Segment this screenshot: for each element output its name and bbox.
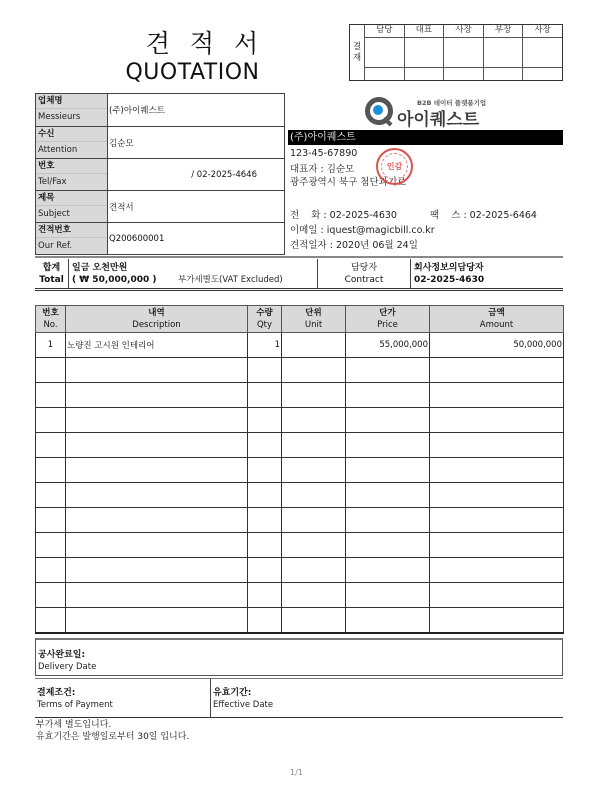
field-label: 번호	[36, 159, 107, 174]
cell-unit[interactable]	[282, 483, 346, 508]
cell-unit[interactable]	[282, 433, 346, 458]
page-indicator: 1/1	[290, 768, 303, 777]
note-line: 부가세 별도입니다.	[36, 720, 112, 730]
cell-unit[interactable]	[282, 408, 346, 433]
approval-sign-cell[interactable]	[364, 37, 404, 67]
table-row	[36, 433, 564, 458]
company-logo	[365, 97, 490, 129]
cell-unit[interactable]	[282, 458, 346, 483]
total-amount-numeric: ( ₩ 50,000,000 )	[72, 274, 157, 285]
total-label-en: Total	[39, 274, 64, 285]
table-header-row	[36, 306, 564, 333]
table-row	[36, 583, 564, 608]
contact-name: 회사정보의담당자	[414, 262, 484, 273]
supplier-company-name: (주)아이퀘스트	[288, 130, 563, 145]
effective-label-en: Effective Date	[213, 700, 274, 710]
cell-price[interactable]	[346, 483, 430, 508]
approval-header-manager: 부장	[483, 25, 523, 37]
recipient-subject-row	[36, 190, 284, 222]
recipient-attention-value[interactable]: 김순모	[109, 138, 134, 149]
cell-unit[interactable]	[282, 533, 346, 558]
field-label-en: Our Ref.	[38, 241, 73, 251]
column-header-amount: 금액 Amount	[430, 306, 564, 333]
cell-amount[interactable]	[430, 608, 564, 633]
supplier-representative: 대표자 : 김순모	[290, 164, 355, 175]
cell-price[interactable]	[346, 433, 430, 458]
delivery-label-ko: 공사완료일:	[38, 650, 86, 660]
table-row	[36, 358, 564, 383]
recipient-ref-value[interactable]: Q200600001	[109, 233, 165, 244]
contact-label-en: Contract	[344, 274, 384, 285]
approval-header-president-2: 사장	[522, 25, 562, 37]
company-seal-stamp-icon: 인감	[376, 148, 413, 185]
effective-date-box[interactable]	[211, 679, 275, 717]
cell-price[interactable]	[346, 608, 430, 633]
cell-description[interactable]	[66, 458, 248, 483]
cell-unit[interactable]	[282, 333, 346, 358]
cell-qty[interactable]	[248, 508, 282, 533]
field-label-en: Messieurs	[38, 112, 81, 122]
cell-price[interactable]	[346, 408, 430, 433]
delivery-date-box[interactable]	[35, 638, 563, 676]
field-label: 제목	[36, 191, 107, 206]
cell-no[interactable]	[36, 358, 66, 383]
cell-no[interactable]	[36, 508, 66, 533]
cell-no[interactable]	[36, 483, 66, 508]
field-label-en: Subject	[38, 209, 70, 219]
table-row	[36, 333, 564, 358]
cell-qty[interactable]	[248, 433, 282, 458]
recipient-company-row	[36, 94, 284, 126]
approval-header-president: 사장	[443, 25, 483, 37]
cell-qty[interactable]	[248, 483, 282, 508]
cell-amount[interactable]	[430, 558, 564, 583]
recipient-telfax-row	[36, 158, 284, 190]
cell-amount[interactable]	[430, 583, 564, 608]
approval-date-cell[interactable]	[404, 67, 444, 80]
cell-no[interactable]	[36, 583, 66, 608]
approval-header-staff: 담당	[364, 25, 404, 37]
approval-sign-cell[interactable]	[483, 37, 523, 67]
cell-qty[interactable]	[248, 533, 282, 558]
quote-date: 견적일자 : 2020년 06월 24일	[290, 240, 418, 251]
cell-qty[interactable]	[248, 558, 282, 583]
column-header-qty: 수량 Qty	[248, 306, 282, 333]
cell-amount[interactable]	[430, 358, 564, 383]
column-header-price: 단가 Price	[346, 306, 430, 333]
cell-no[interactable]	[36, 608, 66, 633]
cell-qty[interactable]	[248, 358, 282, 383]
cell-description[interactable]	[66, 383, 248, 408]
cell-price[interactable]	[346, 558, 430, 583]
cell-unit[interactable]	[282, 508, 346, 533]
line-items-table	[35, 305, 564, 634]
supplier-phone: 전 화 : 02-2025-4630	[290, 210, 397, 221]
cell-description[interactable]	[66, 483, 248, 508]
cell-price[interactable]: 55,000,000	[346, 333, 430, 358]
cell-qty[interactable]	[248, 408, 282, 433]
table-row	[36, 608, 564, 633]
cell-amount[interactable]: 50,000,000	[430, 333, 564, 358]
recipient-info-table	[35, 93, 285, 255]
approval-header-ceo: 대표	[404, 25, 444, 37]
recipient-company-value[interactable]: (주)아이퀘스트	[109, 106, 165, 116]
column-header-unit: 단위 Unit	[282, 306, 346, 333]
column-header-no: 번호 No.	[36, 306, 66, 333]
approval-date-cell[interactable]	[522, 67, 562, 80]
approval-sign-cell[interactable]	[522, 37, 562, 67]
field-label: 수신	[36, 127, 107, 142]
cell-amount[interactable]	[430, 483, 564, 508]
supplier-email: 이메일 : iquest@magicbill.co.kr	[290, 225, 435, 236]
cell-unit[interactable]	[282, 583, 346, 608]
supplier-business-number: 123-45-67890	[290, 148, 358, 159]
table-row	[36, 508, 564, 533]
approval-date-cell[interactable]	[364, 67, 404, 80]
table-row	[36, 458, 564, 483]
cell-description[interactable]	[66, 558, 248, 583]
cell-description[interactable]	[66, 408, 248, 433]
cell-no[interactable]	[36, 433, 66, 458]
payment-label-ko: 결제조건:	[37, 688, 76, 698]
cell-unit[interactable]	[282, 558, 346, 583]
field-label: 견적번호	[36, 223, 107, 238]
total-label-ko: 합계	[42, 262, 61, 273]
cell-description[interactable]: 노량진 고시원 인테리어	[66, 333, 248, 358]
payment-label-en: Terms of Payment	[37, 700, 113, 710]
delivery-label-en: Delivery Date	[38, 662, 97, 672]
totals-row	[35, 259, 563, 291]
logo-tagline: B2B 데이터 플랫폼기업	[417, 99, 487, 107]
cell-qty[interactable]	[248, 583, 282, 608]
cell-price[interactable]	[346, 533, 430, 558]
field-label-en: Tel/Fax	[38, 177, 67, 187]
vat-note: 부가세별도(VAT Excluded)	[178, 274, 283, 285]
cell-no[interactable]	[36, 408, 66, 433]
field-label: 업체명	[36, 94, 107, 109]
cell-amount[interactable]	[430, 508, 564, 533]
cell-price[interactable]	[346, 583, 430, 608]
table-row	[36, 558, 564, 583]
recipient-attention-row	[36, 126, 284, 158]
approval-date-cell[interactable]	[483, 67, 523, 80]
cell-no[interactable]	[36, 458, 66, 483]
cell-qty[interactable]	[248, 383, 282, 408]
cell-no[interactable]	[36, 558, 66, 583]
recipient-ref-row	[36, 222, 284, 254]
document-title-korean: 견 적 서	[145, 29, 265, 58]
contact-label-ko: 담당자	[350, 262, 378, 273]
cell-unit[interactable]	[282, 383, 346, 408]
payment-terms-row	[35, 678, 563, 718]
cell-price[interactable]	[346, 383, 430, 408]
recipient-telfax-value[interactable]: / 02-2025-4646	[191, 169, 257, 180]
cell-unit[interactable]	[282, 358, 346, 383]
cell-price[interactable]	[346, 358, 430, 383]
cell-description[interactable]	[66, 583, 248, 608]
notes	[36, 719, 189, 743]
cell-amount[interactable]	[430, 408, 564, 433]
cell-amount[interactable]	[430, 458, 564, 483]
cell-description[interactable]	[66, 508, 248, 533]
note-line: 유효기간은 발행일로부터 30일 입니다.	[36, 732, 190, 742]
cell-qty[interactable]	[248, 608, 282, 633]
table-row	[36, 483, 564, 508]
document-title-english: QUOTATION	[125, 60, 260, 85]
payment-terms-box[interactable]	[35, 679, 211, 717]
cell-price[interactable]	[346, 508, 430, 533]
field-label-en: Attention	[38, 145, 78, 155]
cell-description[interactable]	[66, 433, 248, 458]
supplier-address: 광주광역시 북구 첨단과기로	[290, 177, 407, 188]
approval-side-label: 결 재	[352, 41, 362, 63]
contact-phone: 02-2025-4630	[414, 274, 485, 285]
cell-no[interactable]	[36, 533, 66, 558]
table-row	[36, 408, 564, 433]
cell-qty[interactable]: 1	[248, 333, 282, 358]
cell-description[interactable]	[66, 608, 248, 633]
logo-name: 아이퀘스트	[397, 110, 480, 130]
cell-no[interactable]: 1	[36, 333, 66, 358]
total-amount-korean: 일금 오천만원	[72, 262, 128, 273]
cell-amount[interactable]	[430, 533, 564, 558]
approval-sign-cell[interactable]	[443, 37, 483, 67]
cell-description[interactable]	[66, 358, 248, 383]
approval-sign-cell[interactable]	[404, 37, 444, 67]
cell-unit[interactable]	[282, 608, 346, 633]
effective-label-ko: 유효기간:	[213, 688, 252, 698]
column-header-description: 내역 Description	[66, 306, 248, 333]
cell-price[interactable]	[346, 458, 430, 483]
approval-date-cell[interactable]	[443, 67, 483, 80]
supplier-fax: 팩 스 : 02-2025-6464	[430, 210, 537, 221]
cell-qty[interactable]	[248, 458, 282, 483]
cell-description[interactable]	[66, 533, 248, 558]
approval-signature-box	[349, 24, 563, 81]
table-row	[36, 533, 564, 558]
cell-amount[interactable]	[430, 383, 564, 408]
cell-no[interactable]	[36, 383, 66, 408]
cell-amount[interactable]	[430, 433, 564, 458]
table-row	[36, 383, 564, 408]
recipient-subject-value[interactable]: 견적서	[109, 202, 134, 213]
